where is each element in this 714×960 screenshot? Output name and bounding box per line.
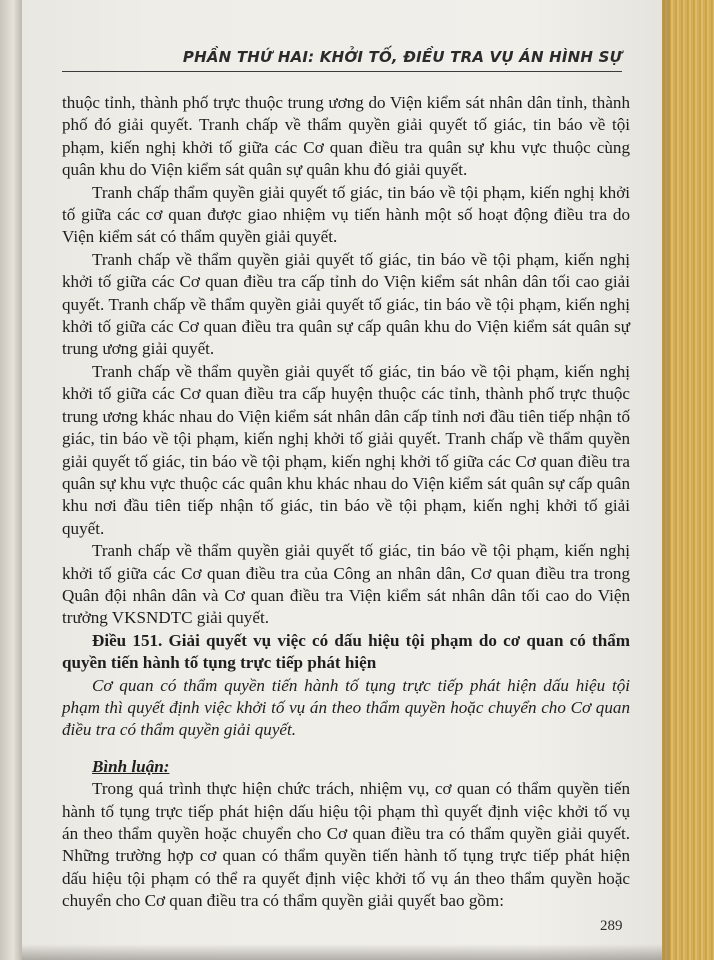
previous-page-edge	[0, 0, 22, 960]
page-shadow	[22, 944, 662, 960]
commentary-text: Trong quá trình thực hiện chức trách, nhiệm vụ, cơ quan có thẩm quyền tiến hành tố tụng trực tiếp phát hiện dấu hiệu tội phạm thì quyết định việc khởi tố vụ án theo thẩm quyền hoặc chuyển cho Cơ quan điều tra có thẩm quyền giải quyết. Những trường hợp cơ quan có thẩm quyền tiến hành tố tụng trực tiếp phát hiện dấu hiệu tội phạm có thể ra quyết định việc khởi tố vụ án theo thẩm quyền hoặc chuyển cho Cơ quan điều tra có thẩm quyền giải quyết bao gồm:	[62, 779, 630, 911]
paragraph: Tranh chấp về thẩm quyền giải quyết tố giác, tin báo về tội phạm, kiến nghị khởi tố giữa các Cơ quan điều tra của Công an nhân dân, Cơ quan điều tra trong Quân đội nhân dân và Cơ quan điều tra Viện kiểm sát nhân dân tối cao do Viện trưởng VKSNDTC giải quyết.	[62, 541, 630, 628]
page-body	[62, 92, 630, 913]
article-title: Điều 151. Giải quyết vụ việc có dấu hiệu tội phạm do cơ quan có thẩm quyền tiến hành tố tụng trực tiếp phát hiện	[62, 630, 630, 673]
article-body: Cơ quan có thẩm quyền tiến hành tố tụng trực tiếp phát hiện dấu hiệu tội phạm thì quyết định việc khởi tố vụ án theo thẩm quyền hoặc chuyển cho Cơ quan điều tra có thẩm quyền giải quyết.	[62, 675, 630, 740]
running-head: PHẦN THỨ HAI: KHỞI TỐ, ĐIỀU TRA VỤ ÁN HÌNH SỰ	[62, 42, 622, 72]
paragraph: Tranh chấp thẩm quyền giải quyết tố giác, tin báo về tội phạm, kiến nghị khởi tố giữa các cơ quan được giao nhiệm vụ tiến hành một số hoạt động điều tra do Viện kiểm sát có thẩm quyền giải quyết.	[62, 182, 630, 247]
commentary-heading: Bình luận:	[92, 756, 170, 776]
page-fore-edge	[662, 0, 714, 960]
paragraph: thuộc tỉnh, thành phố trực thuộc trung ương do Viện kiểm sát nhân dân tỉnh, thành phố đó giải quyết. Tranh chấp về thẩm quyền giải quyết tố giác, tin báo về tội phạm, kiến nghị khởi tố giữa các Cơ quan điều tra quân sự khu vực thuộc cùng quân khu do Viện kiểm sát quân sự quân khu đó giải quyết.	[62, 93, 630, 180]
page-number: 289	[600, 918, 623, 934]
paragraph: Tranh chấp về thẩm quyền giải quyết tố giác, tin báo về tội phạm, kiến nghị khởi tố giữa các Cơ quan điều tra cấp tỉnh do Viện kiểm sát nhân dân tối cao giải quyết. Tranh chấp về thẩm quyền giải quyết tố giác, tin báo về tội phạm, kiến nghị khởi tố giữa các Cơ quan điều tra quân sự cấp quân khu do Viện kiểm sát quân sự trung ương giải quyết.	[62, 249, 630, 359]
paragraph: Tranh chấp về thẩm quyền giải quyết tố giác, tin báo về tội phạm, kiến nghị khởi tố giữa các Cơ quan điều tra cấp huyện thuộc các tỉnh, thành phố trực thuộc trung ương khác nhau do Viện kiểm sát nhân dân cấp tỉnh nơi đầu tiên tiếp nhận tố giác, tin báo về tội phạm, kiến nghị khởi tố giải quyết. Tranh chấp về thẩm quyền giải quyết tố giác, tin báo về tội phạm, kiến nghị khởi tố giữa các Cơ quan điều tra quân sự khu vực thuộc các quân khu khác nhau do Viện kiểm sát quân sự cấp quân khu nơi đầu tiên tiếp nhận tố giác, tin báo về tội phạm, kiến nghị khởi tố giải quyết.	[62, 361, 630, 538]
